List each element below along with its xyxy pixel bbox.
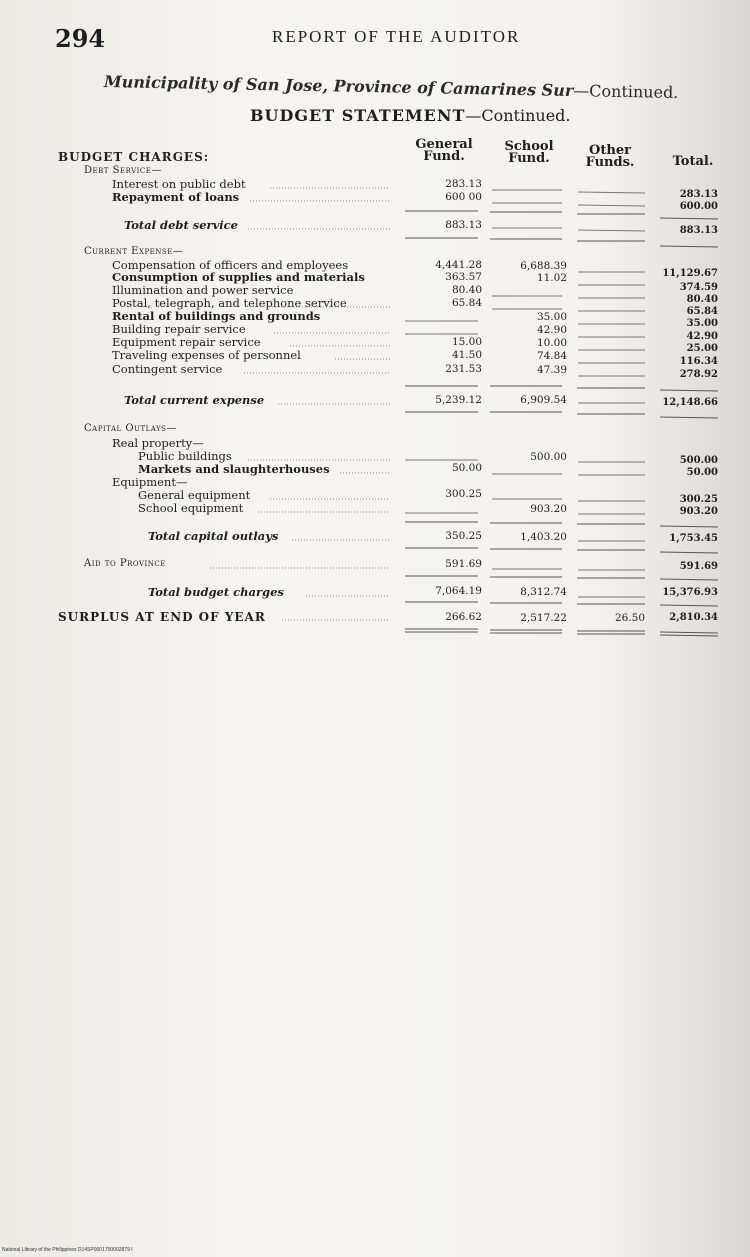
total-current-expense-total: 12,148.66: [662, 397, 718, 408]
table-row-label: Traveling expenses of personnel: [112, 348, 301, 362]
col-header-general-1: General: [415, 137, 473, 152]
table-row-label: Illumination and power service: [112, 283, 294, 297]
table-row-label: Postal, telegraph, and telephone service: [112, 296, 347, 310]
table-row-label: Interest on public debt: [112, 177, 246, 191]
table-cell-general: 300.25: [445, 488, 482, 500]
total-debt-service-general: 883.13: [445, 219, 482, 231]
total-capital-outlays-general: 350.25: [445, 530, 482, 542]
table-cell-school: 10.00: [536, 337, 567, 349]
surplus-school: 2,517.22: [520, 612, 567, 624]
table-cell-total: 80.40: [686, 294, 718, 305]
table-cell-school: 42.90: [536, 324, 567, 336]
section-current-expense: Current Expense—: [84, 246, 184, 257]
table-row-label: Markets and slaughterhouses: [138, 462, 330, 476]
table-cell-total: 116.34: [679, 356, 718, 367]
total-debt-service-total: 883.13: [679, 225, 718, 236]
table-cell-general: 231.53: [445, 363, 482, 375]
total-budget-label: Total budget charges: [148, 585, 284, 599]
total-debt-service-label: Total debt service: [124, 218, 238, 232]
table-row-label: Public buildings: [138, 449, 232, 463]
statement-continued: —Continued.: [465, 106, 571, 125]
subsection-equipment: Equipment—: [112, 475, 188, 489]
table-cell-school: 6,688.39: [520, 260, 567, 272]
table-cell-general: 600 00: [445, 191, 482, 203]
table-cell-school: 903.20: [530, 503, 567, 515]
total-budget-general: 7,064.19: [435, 585, 482, 597]
aid-to-province-label: Aid to Province: [84, 558, 166, 569]
table-cell-general: 283.13: [445, 178, 482, 190]
section-capital-outlays: Capital Outlays—: [84, 423, 177, 434]
subsection-real-property: Real property—: [112, 436, 204, 450]
table-cell-school: 35.00: [536, 311, 567, 323]
table-cell-general: 4,441.28: [435, 259, 482, 271]
col-header-school-1: School: [504, 139, 554, 154]
leader-dots: [210, 188, 390, 620]
table-cell-total: 50.00: [686, 467, 718, 478]
section-debt-service: Debt Service—: [84, 165, 162, 176]
table-cell-total: 25.00: [686, 343, 718, 354]
table-cell-general: 80.40: [451, 284, 482, 296]
table-cell-total: 903.20: [679, 506, 718, 517]
subtitle-text: Municipality of San Jose, Province of Camarines Sur: [103, 72, 574, 101]
total-capital-outlays-label: Total capital outlays: [148, 529, 279, 543]
table-cell-general: 65.84: [451, 297, 482, 309]
surplus-label: SURPLUS AT END OF YEAR: [58, 610, 266, 624]
table-cell-school: 74.84: [536, 350, 567, 362]
total-current-expense-label: Total current expense: [124, 393, 265, 407]
aid-to-province-total: 591.69: [679, 561, 718, 572]
table-cell-total: 35.00: [686, 318, 718, 329]
col-header-other-1: Other: [589, 143, 631, 158]
table-row-label: Contingent service: [112, 362, 223, 376]
table-cell-total: 283.13: [679, 189, 718, 200]
table-cell-school: 11.02: [536, 272, 567, 284]
total-rules: [405, 211, 718, 636]
table-cell-total: 278.92: [679, 369, 718, 380]
blank-cell-rules: [405, 190, 645, 597]
col-header-general-2: Fund.: [423, 149, 465, 164]
table-cell-general: 363.57: [445, 271, 482, 283]
table-row-label: Rental of buildings and grounds: [112, 309, 321, 323]
subtitle-continued: —Continued.: [573, 81, 679, 103]
table-row-label: School equipment: [138, 501, 244, 515]
library-footer: National Library of the Philippines D14SP0001700002879 I: [2, 1247, 133, 1253]
table-row-label: Equipment repair service: [112, 335, 261, 349]
total-current-expense-general: 5,239.12: [435, 394, 482, 406]
total-budget-total: 15,376.93: [662, 587, 718, 598]
total-budget-school: 8,312.74: [520, 586, 567, 598]
total-capital-outlays-total: 1,753.45: [669, 533, 718, 544]
table-cell-total: 374.59: [679, 282, 718, 293]
table-cell-school: 47.39: [536, 364, 567, 376]
table-cell-total: 300.25: [679, 494, 718, 505]
table-cell-general: 50.00: [451, 462, 482, 474]
page-number: 294: [55, 24, 106, 53]
table-row-label: Consumption of supplies and materials: [112, 270, 365, 284]
table-cell-total: 500.00: [679, 455, 718, 466]
running-title: REPORT OF THE AUDITOR: [272, 27, 521, 46]
table-cell-general: 15.00: [451, 336, 482, 348]
aid-to-province-general: 591.69: [445, 558, 482, 570]
table-cell-total: 600.00: [679, 201, 718, 212]
table-cell-total: 65.84: [686, 306, 718, 317]
table-cell-total: 42.90: [686, 331, 718, 342]
budget-charges-label: BUDGET CHARGES:: [58, 150, 210, 164]
surplus-general: 266.62: [445, 611, 482, 623]
surplus-total: 2,810.34: [669, 612, 718, 623]
surplus-other: 26.50: [614, 612, 645, 624]
table-row-label: Building repair service: [112, 322, 246, 336]
total-current-expense-school: 6,909.54: [520, 394, 567, 406]
total-capital-outlays-school: 1,403.20: [520, 531, 567, 543]
table-row-label: General equipment: [138, 488, 251, 502]
statement-title-text: BUDGET STATEMENT: [250, 106, 466, 125]
col-header-other-2: Funds.: [585, 155, 635, 170]
table-cell-general: 41.50: [451, 349, 482, 361]
col-header-school-2: Fund.: [508, 151, 550, 166]
table-row-label: Repayment of loans: [112, 190, 240, 204]
col-header-total: Total.: [672, 154, 714, 169]
table-cell-total: 11,129.67: [662, 268, 718, 279]
table-cell-school: 500.00: [530, 451, 567, 463]
table-row-label: Compensation of officers and employees: [112, 258, 349, 272]
